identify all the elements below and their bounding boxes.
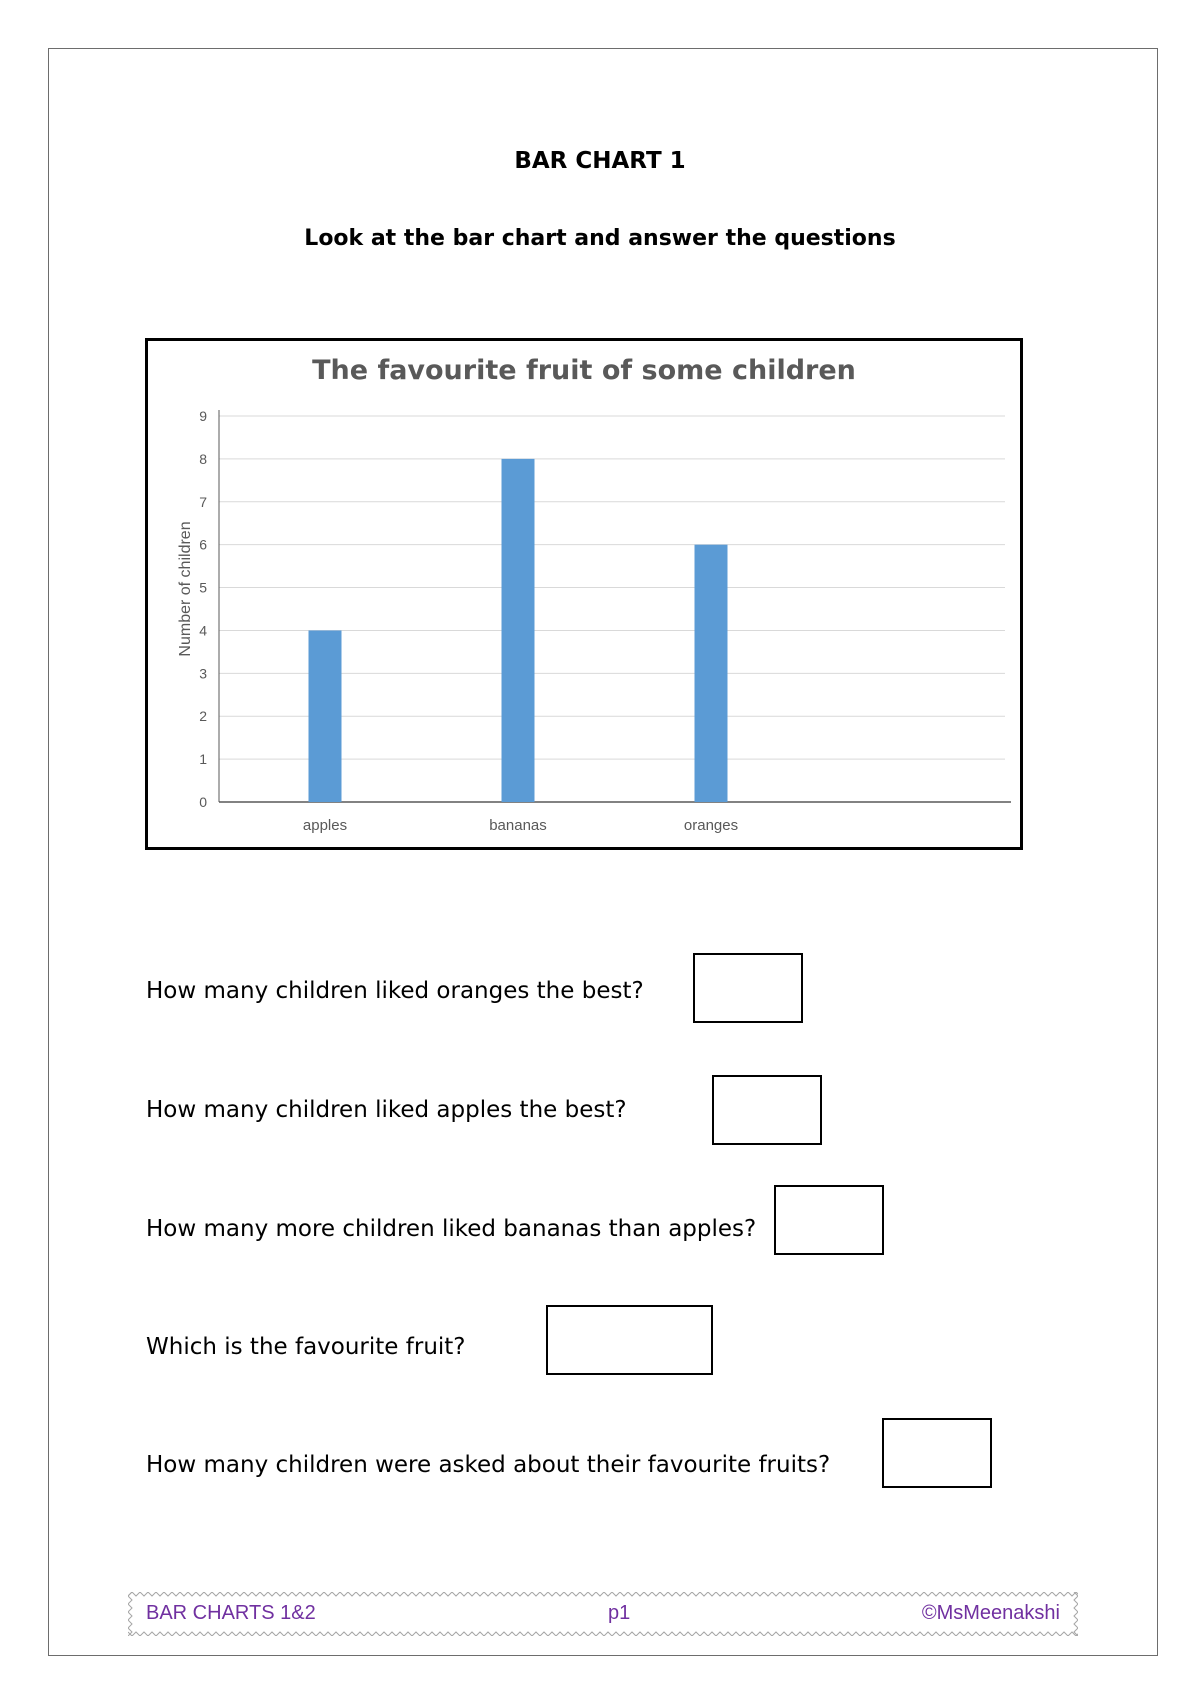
x-tick-label: bananas [489,817,547,834]
worksheet-instruction: Look at the bar chart and answer the questions [304,226,896,251]
footer-border-edge [1074,1592,1078,1636]
answer-box-total-children[interactable] [882,1418,992,1488]
y-tick-label: 8 [199,450,207,467]
bar-apples [309,630,342,802]
bar-chart [145,338,1023,850]
footer-copyright: ©MsMeenakshi [921,1602,1060,1624]
question-total-children: How many children were asked about their favourite fruits? [146,1452,831,1478]
y-tick-label: 3 [199,665,207,682]
answer-box-favourite-fruit[interactable] [546,1305,713,1375]
y-tick-label: 1 [199,751,207,768]
y-tick-label: 5 [199,579,207,596]
x-tick-label: oranges [683,817,739,834]
question-bananas-vs-apples: How many more children liked bananas than apples? [146,1216,757,1242]
worksheet-heading: BAR CHART 1 [514,148,686,174]
question-apples: How many children liked apples the best? [146,1097,627,1123]
y-tick-label: 6 [199,536,207,553]
footer-border-edge [128,1592,1078,1596]
footer-border-edge [128,1632,1078,1636]
bar-oranges [695,545,728,802]
page-border [48,48,1158,1656]
y-axis-label: Number of children [177,521,194,657]
y-tick-label: 4 [199,622,207,639]
y-tick-label: 0 [199,794,207,810]
x-tick-label: apples [302,817,348,834]
question-oranges: How many children liked oranges the best? [146,978,644,1004]
answer-box-oranges[interactable] [693,953,803,1023]
answer-box-apples[interactable] [712,1075,822,1145]
footer-border-edge [128,1592,132,1636]
footer-left-text: BAR CHARTS 1&2 [146,1602,316,1624]
y-tick-label: 2 [199,708,207,725]
answer-box-bananas-vs-apples[interactable] [774,1185,884,1255]
question-favourite-fruit: Which is the favourite fruit? [146,1334,466,1360]
footer-page-number: p1 [608,1602,631,1624]
y-tick-label: 7 [199,493,207,510]
chart-title: The favourite fruit of some children [312,355,856,386]
footer [128,1592,1078,1636]
y-tick-label: 9 [199,408,207,424]
bar-bananas [502,459,535,802]
